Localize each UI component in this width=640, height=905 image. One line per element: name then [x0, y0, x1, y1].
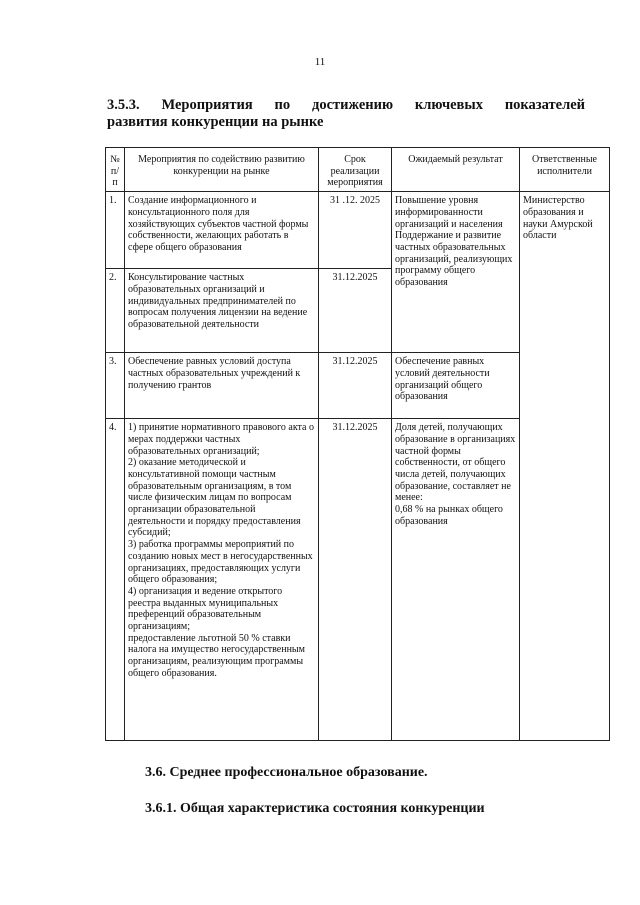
cell-num: 2. [106, 269, 125, 353]
header-responsible: Ответственные исполнители [520, 148, 610, 192]
header-measures: Мероприятия по содействию развитию конкуренции на рынке [125, 148, 319, 192]
section-3-6-heading: 3.6. Среднее профессиональное образование. [145, 765, 428, 780]
heading-line-1: 3.5.3. Мероприятия по достижению ключевых показателей [107, 97, 585, 113]
cell-term: 31.12.2025 [319, 353, 392, 419]
cell-num: 1. [106, 192, 125, 269]
header-term: Срок реализации мероприятия [319, 148, 392, 192]
cell-term: 31.12.2025 [319, 419, 392, 741]
cell-term: 31 .12. 2025 [319, 192, 392, 269]
cell-term: 31.12.2025 [319, 269, 392, 353]
header-num: № п/п [106, 148, 125, 192]
cell-num: 3. [106, 353, 125, 419]
table-row [106, 192, 610, 269]
cell-result: Обеспечение равных условий деятельности организаций общего образования [392, 353, 520, 419]
page-number: 11 [314, 56, 326, 68]
heading-line-2: развития конкуренции на рынке [107, 114, 324, 130]
cell-measure: 1) принятие нормативного правового акта о мерах поддержки частных образовательных организаций; 2) оказание методической и консультативной помощи частным образовательным организациям, в том числе физическим лицам по вопросам организации образовательной деятельности и порядку предоставления субсидий; 3) работка программы мероприятий по созданию новых мест в негосударственных организациях, предоставляющих услуги общего образования; 4) организация и ведение открытого реестра выданных муниципальных преференций образовательным организациям; предоставление льготной 50 % ставки налога на имущество негосударственным организациям, реализующим программы общего образования. [125, 419, 319, 741]
cell-measure: Обеспечение равных условий доступа частных образовательных учреждений к получению грантов [125, 353, 319, 419]
cell-responsible: Министерство образования и науки Амурской области [520, 192, 610, 741]
table-header-row [106, 148, 610, 192]
cell-result-merged: Повышение уровня информированности организаций и населения Поддержание и развитие частных образовательных организаций, реализующих программу общего образования [392, 192, 520, 353]
cell-measure: Консультирование частных образовательных организаций и индивидуальных предпринимателей по вопросам получения лицензии на ведение образовательной деятельности [125, 269, 319, 353]
section-3-6-1-heading: 3.6.1. Общая характеристика состояния конкуренции [145, 801, 485, 816]
cell-result: Доля детей, получающих образование в организациях частной формы собственности, от общего числа детей, получающих образование, составляет не менее: 0,68 % на рынках общего образования [392, 419, 520, 741]
header-result: Ожидаемый результат [392, 148, 520, 192]
measures-table [105, 147, 610, 741]
section-heading [107, 97, 585, 131]
cell-measure: Создание информационного и консультационного поля для хозяйствующих субъектов частной формы собственности, желающих работать в сфере общего образования [125, 192, 319, 269]
cell-num: 4. [106, 419, 125, 741]
